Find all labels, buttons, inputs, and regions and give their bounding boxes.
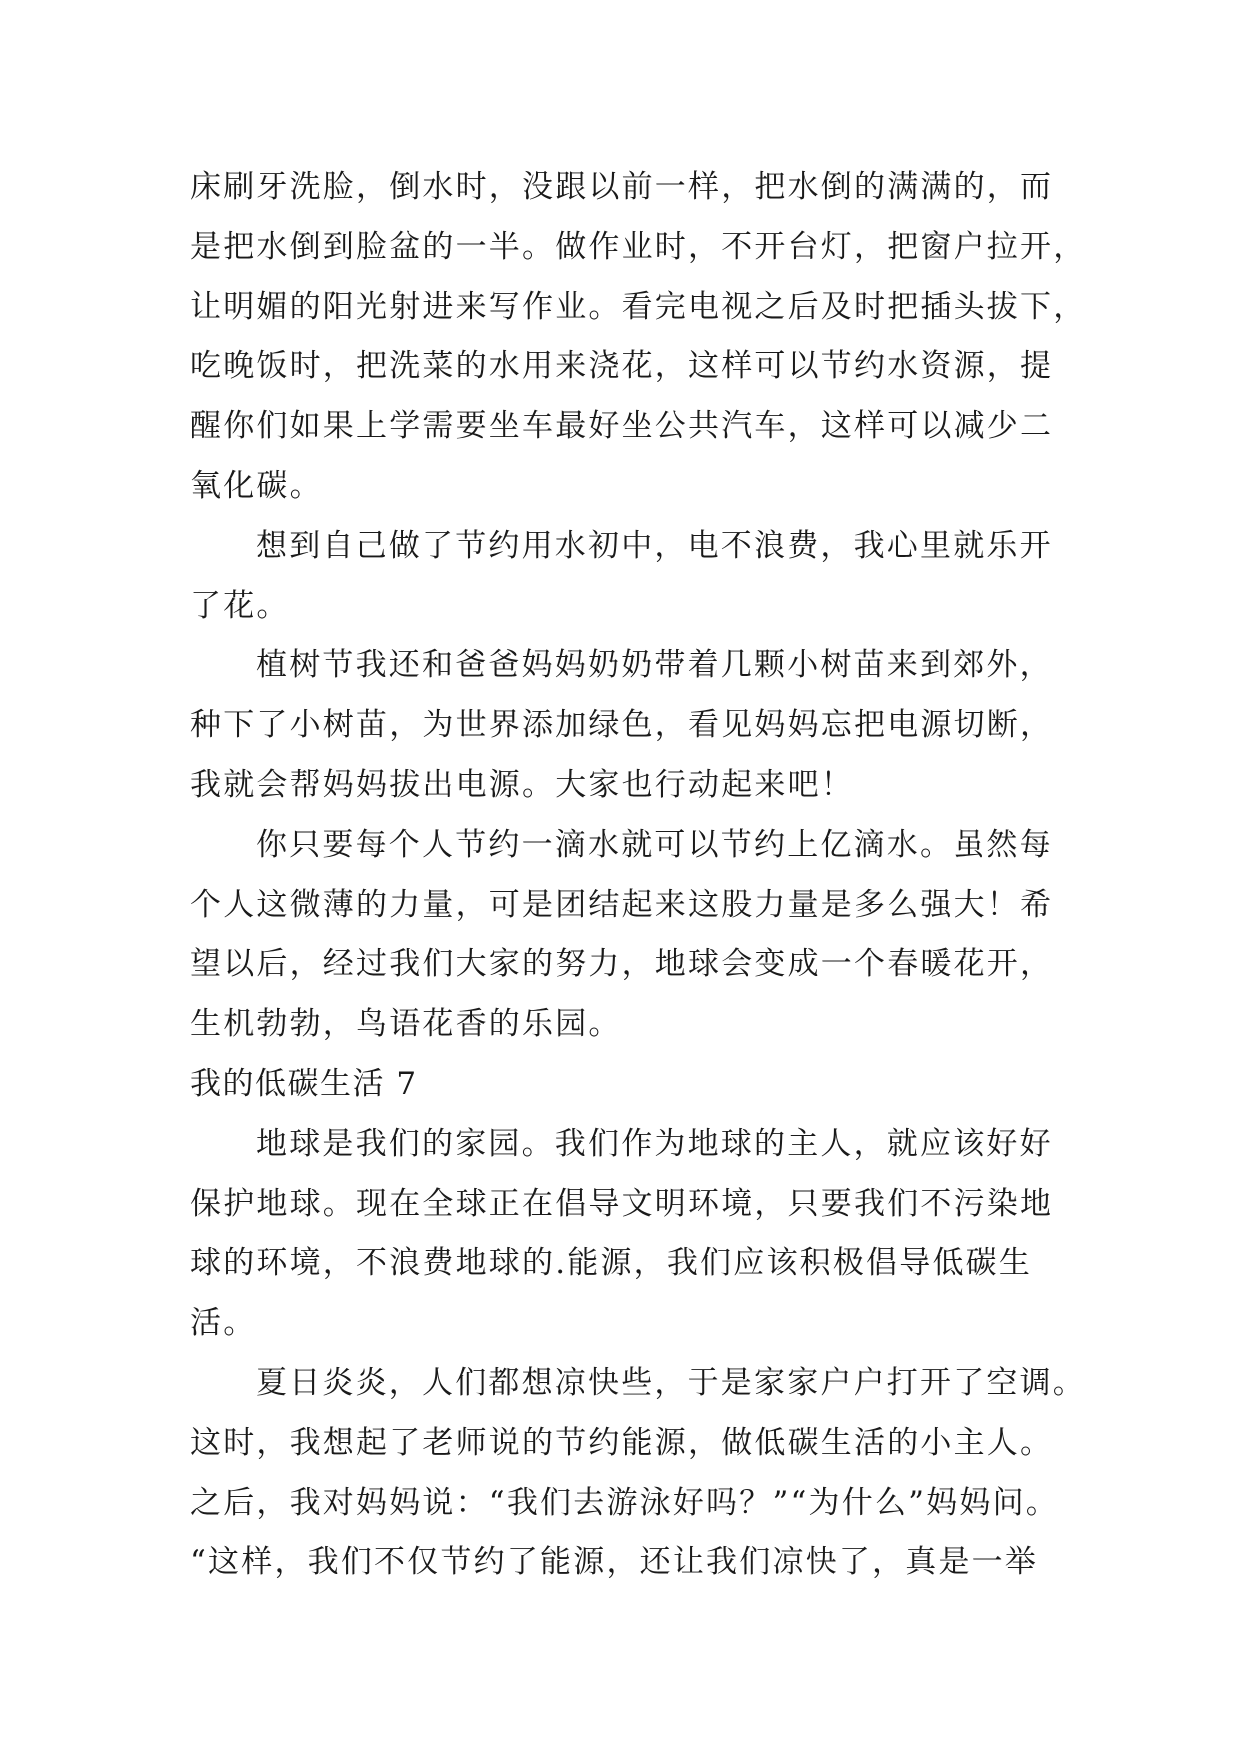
text-line: 保护地球。现在全球正在倡导文明环境，只要我们不污染地 [190,1185,1054,1222]
text-line: 望以后，经过我们大家的努力，地球会变成一个春暖花开， [190,946,1054,983]
document-body [190,158,1090,1593]
paragraph-first-line: 地球是我们的家园。我们作为地球的主人，就应该好好 [256,1125,1053,1162]
text-line: 种下了小树苗，为世界添加绿色，看见妈妈忘把电源切断， [190,707,1054,744]
text-line: 吃晚饭时，把洗菜的水用来浇花，这样可以节约水资源，提 [190,348,1054,385]
text-line: 了花。 [190,587,290,624]
text-line: 活。 [190,1305,257,1342]
text-line: 床刷牙洗脸，倒水时，没跟以前一样，把水倒的满满的，而 [190,169,1054,205]
text-line: 让明媚的阳光射进来写作业。看完电视之后及时把插头拔下， [190,288,1087,325]
text-line: 醒你们如果上学需要坐车最好坐公共汽车，这样可以减少二 [190,408,1054,445]
text-line: 这时，我想起了老师说的节约能源，做低碳生活的小主人。 [190,1424,1054,1461]
paragraph-first-line: 夏日炎炎，人们都想凉快些，于是家家户户打开了空调。 [256,1364,1086,1401]
text-line: 之后，我对妈妈说：“我们去游泳好吗？”“为什么”妈妈问。 [190,1484,1059,1521]
text-line: 球的环境，不浪费地球的.能源，我们应该积极倡导低碳生 [190,1245,1033,1282]
paragraph-first-line: 植树节我还和爸爸妈妈奶奶带着几颗小树苗来到郊外， [256,647,1053,684]
text-line: 氧化碳。 [190,467,323,504]
text-line: 个人这微薄的力量，可是团结起来这股力量是多么强大！希 [190,886,1054,923]
text-line: 生机勃勃，鸟语花香的乐园。 [190,1006,622,1043]
text-line: “这样，我们不仅节约了能源，还让我们凉快了，真是一举 [190,1544,1039,1581]
text-line: 是把水倒到脸盆的一半。做作业时，不开台灯，把窗户拉开， [190,228,1087,265]
text-line: 我就会帮妈妈拔出电源。大家也行动起来吧！ [190,766,854,803]
paragraph-first-line: 想到自己做了节约用水初中，电不浪费，我心里就乐开 [256,527,1053,564]
section-heading: 我的低碳生活 7 [190,1065,418,1102]
paragraph-first-line: 你只要每个人节约一滴水就可以节约上亿滴水。虽然每 [256,826,1053,863]
